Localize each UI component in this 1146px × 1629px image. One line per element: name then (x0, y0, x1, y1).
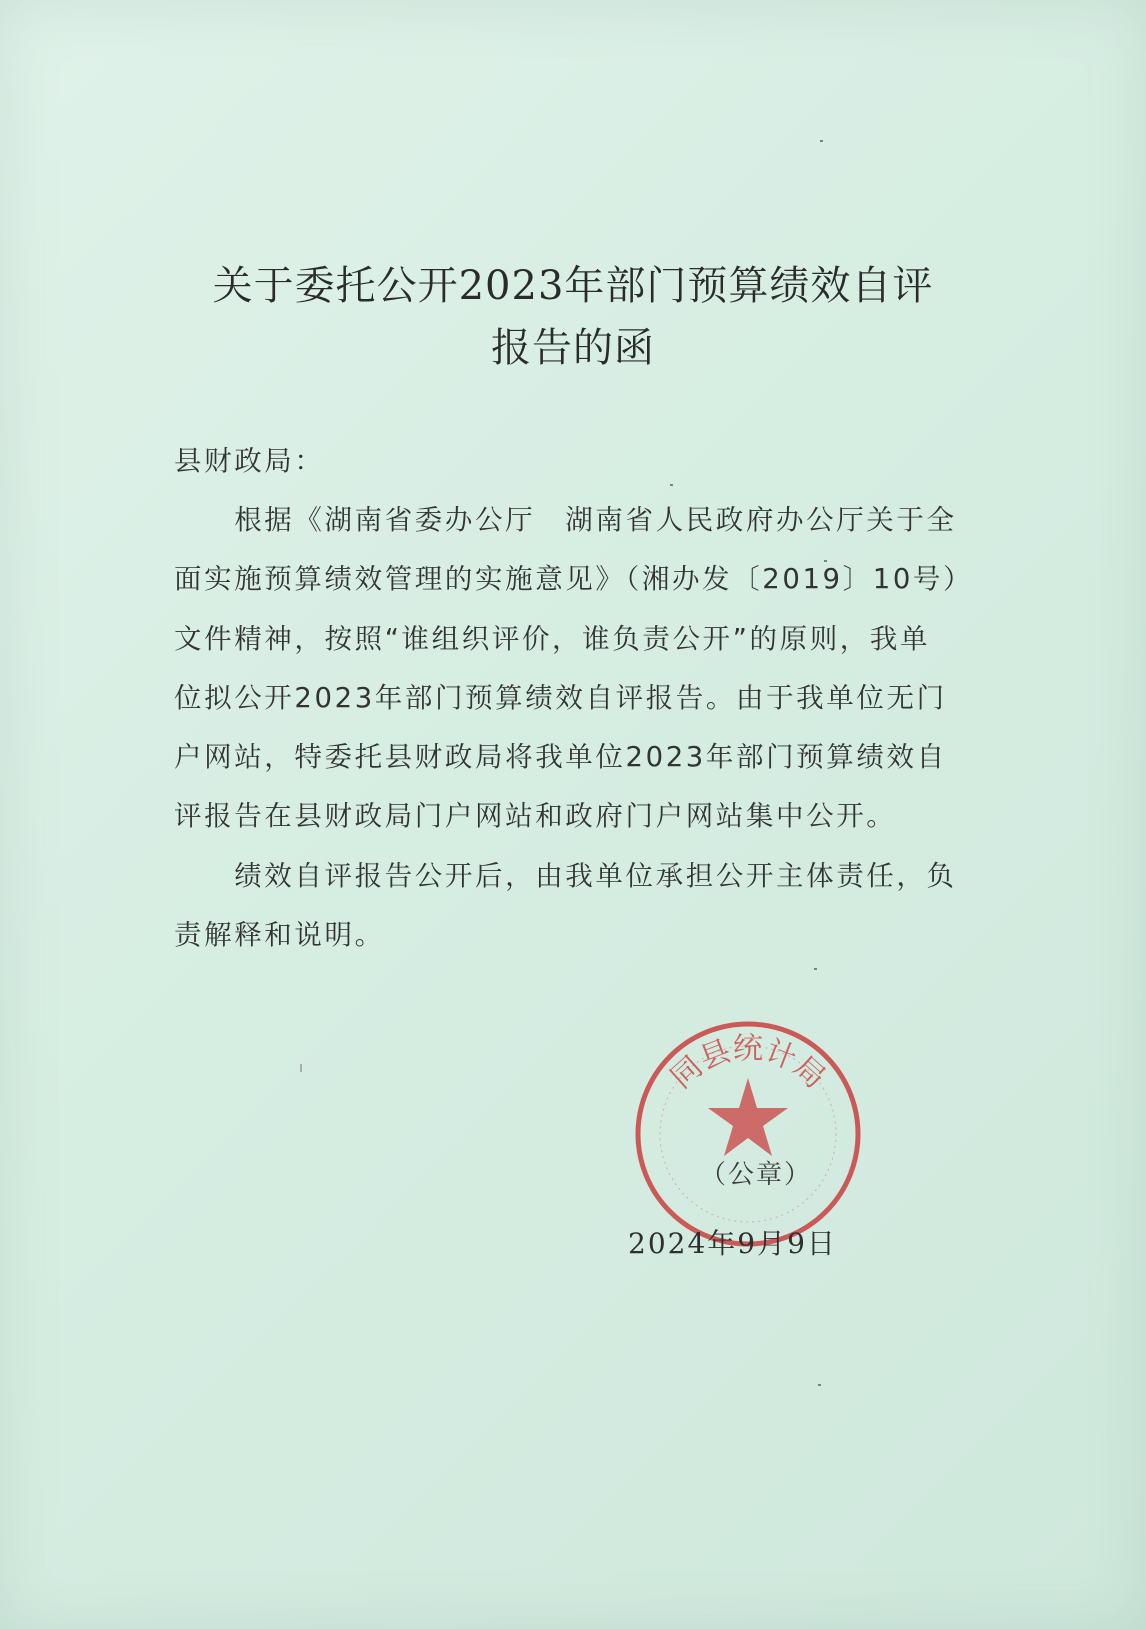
paper-speck (818, 1384, 821, 1386)
official-seal (630, 1016, 866, 1252)
paragraph-1-line: 根据《湖南省委办公厅 湖南省人民政府办公厅关于全 (174, 504, 957, 536)
paragraph-1-line: 户网站，特委托县财政局将我单位2023年部门预算绩效自 (174, 741, 947, 774)
paragraph-1-line: 评报告在县财政局门户网站和政府门户网站集中公开。 (174, 800, 897, 833)
salutation: 县财政局： (174, 445, 325, 477)
paper-speck (820, 140, 823, 142)
paragraph-2-line: 责解释和说明。 (174, 919, 385, 952)
document-title-line-1: 关于委托公开2023年部门预算绩效自评 (212, 263, 934, 309)
paragraph-1 (174, 491, 974, 847)
star-icon (708, 1078, 788, 1156)
paper-speck (300, 1064, 302, 1072)
stamp-label: （公章） (700, 1160, 813, 1190)
paper-speck (814, 968, 817, 970)
paper-speck (670, 484, 673, 486)
document-date: 2024年9月9日 (628, 1227, 837, 1260)
paper-speck (824, 560, 827, 562)
seal-text: 同县统计局 (663, 1031, 833, 1096)
paragraph-2 (174, 847, 974, 966)
paragraph-1-line: 位拟公开2023年部门预算绩效自评报告。由于我单位无门 (174, 681, 947, 714)
paragraph-1-line: 面实施预算绩效管理的实施意见》（湘办发〔2019〕10号） (174, 563, 974, 596)
paragraph-1-line: 文件精神，按照“谁组织评价，谁负责公开”的原则，我单 (174, 622, 931, 655)
paragraph-2-line: 绩效自评报告公开后，由我单位承担公开主体责任，负 (174, 860, 957, 892)
document-title-line-2: 报告的函 (491, 325, 655, 371)
